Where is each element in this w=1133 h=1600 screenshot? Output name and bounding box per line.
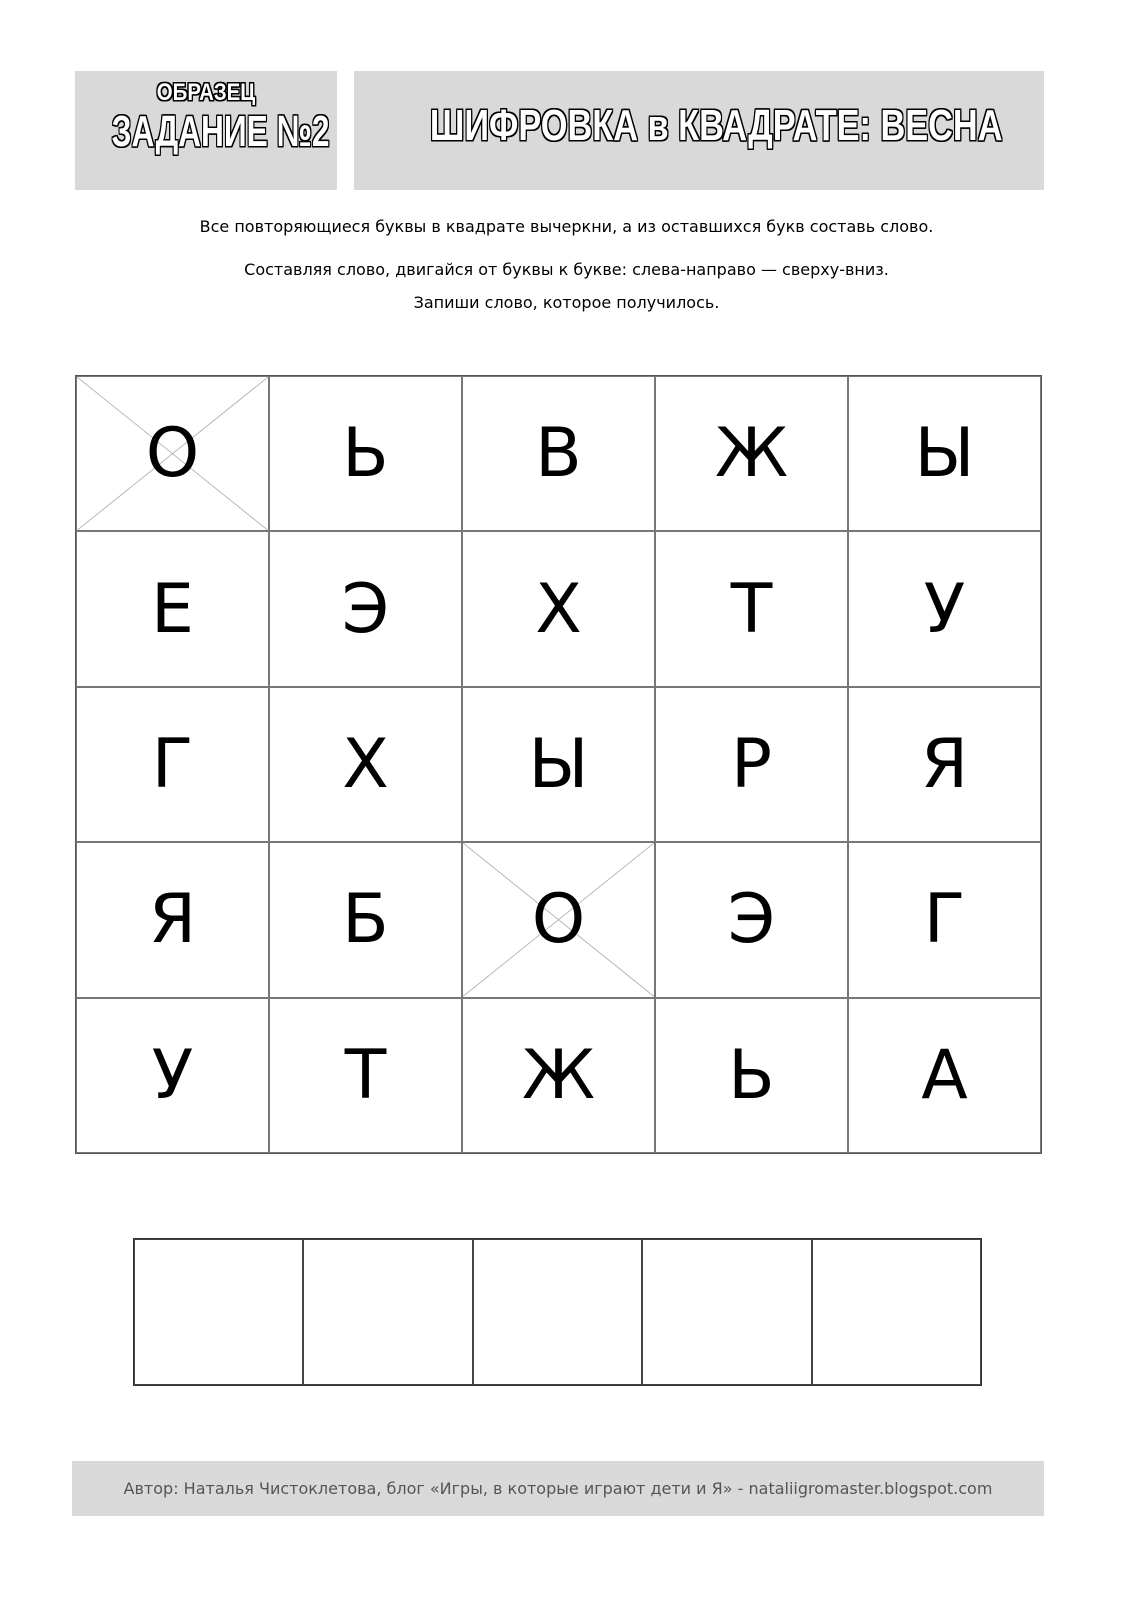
grid-letter: Ы [914, 414, 975, 494]
grid-letter: Э [341, 569, 390, 649]
grid-cell[interactable] [848, 531, 1041, 686]
grid-letter: Э [727, 880, 776, 960]
grid-letter: В [535, 414, 582, 494]
grid-letter: Р [730, 724, 772, 804]
footer [72, 1461, 1044, 1516]
instruction-3: Запиши слово, которое получилось. [413, 293, 720, 312]
grid-cell[interactable] [848, 376, 1041, 531]
grid-cell[interactable] [655, 842, 848, 997]
grid-letter: Я [920, 724, 969, 804]
grid-cell[interactable] [655, 376, 848, 531]
footer-credit: Автор: Наталья Чистоклетова, блог «Игры, в которые играют дети и Я» - nataliigromaster.blogspot.com [123, 1479, 993, 1498]
grid-letter: Ь [728, 1035, 775, 1115]
grid-letter: Х [535, 569, 582, 649]
grid-cell[interactable] [462, 531, 655, 686]
grid-cell[interactable] [462, 376, 655, 531]
task-label-box [75, 71, 337, 190]
grid-cell[interactable] [269, 998, 462, 1153]
grid-cell[interactable] [462, 687, 655, 842]
answer-box[interactable] [134, 1239, 303, 1385]
grid-letter: Т [730, 569, 773, 649]
grid-cell[interactable] [848, 842, 1041, 997]
grid-cell[interactable] [655, 531, 848, 686]
grid-letter: Е [151, 569, 194, 649]
grid-cell[interactable] [655, 687, 848, 842]
grid-cell[interactable] [848, 998, 1041, 1153]
grid-cell[interactable] [76, 687, 269, 842]
grid-letter: Г [151, 724, 194, 804]
grid-cell[interactable] [462, 842, 655, 997]
letter-grid [75, 375, 1042, 1154]
answer-box[interactable] [642, 1239, 811, 1385]
answer-box[interactable] [812, 1239, 981, 1385]
page-title: ШИФРОВКА в КВАДРАТЕ: ВЕСНА [429, 101, 1003, 150]
grid-letter: А [921, 1035, 968, 1115]
grid-cell[interactable] [269, 687, 462, 842]
grid-cell[interactable] [269, 376, 462, 531]
grid-cell[interactable] [269, 531, 462, 686]
instruction-2: Составляя слово, двигайся от буквы к букве: слева-направо — сверху-вниз. [244, 260, 889, 279]
answer-boxes [133, 1238, 982, 1386]
grid-letter: Ж [521, 1035, 596, 1115]
grid-cell[interactable] [76, 842, 269, 997]
answer-box[interactable] [303, 1239, 472, 1385]
grid-cell[interactable] [655, 998, 848, 1153]
grid-letter: Ж [714, 414, 789, 494]
grid-cell[interactable] [462, 998, 655, 1153]
grid-letter: Г [923, 880, 966, 960]
grid-cell[interactable] [269, 842, 462, 997]
grid-letter: У [151, 1035, 194, 1115]
grid-letter: Ы [528, 724, 589, 804]
grid-cell[interactable] [848, 687, 1041, 842]
sample-label: ОБРАЗЕЦ [156, 79, 256, 106]
title-box [354, 71, 1044, 190]
grid-letter: Т [344, 1035, 387, 1115]
grid-cell[interactable] [76, 376, 269, 531]
grid-letter: У [923, 569, 966, 649]
grid-letter: Х [342, 724, 389, 804]
answer-box[interactable] [473, 1239, 642, 1385]
grid-letter: Я [148, 880, 197, 960]
grid-letter: О [145, 414, 200, 494]
instruction-1: Все повторяющиеся буквы в квадрате вычеркни, а из оставшихся букв составь слово. [199, 217, 934, 236]
grid-letter: О [531, 880, 586, 960]
task-number: ЗАДАНИЕ №2 [111, 107, 330, 156]
grid-letter: Б [342, 880, 389, 960]
grid-cell[interactable] [76, 998, 269, 1153]
grid-cell[interactable] [76, 531, 269, 686]
grid-letter: Ь [342, 414, 389, 494]
